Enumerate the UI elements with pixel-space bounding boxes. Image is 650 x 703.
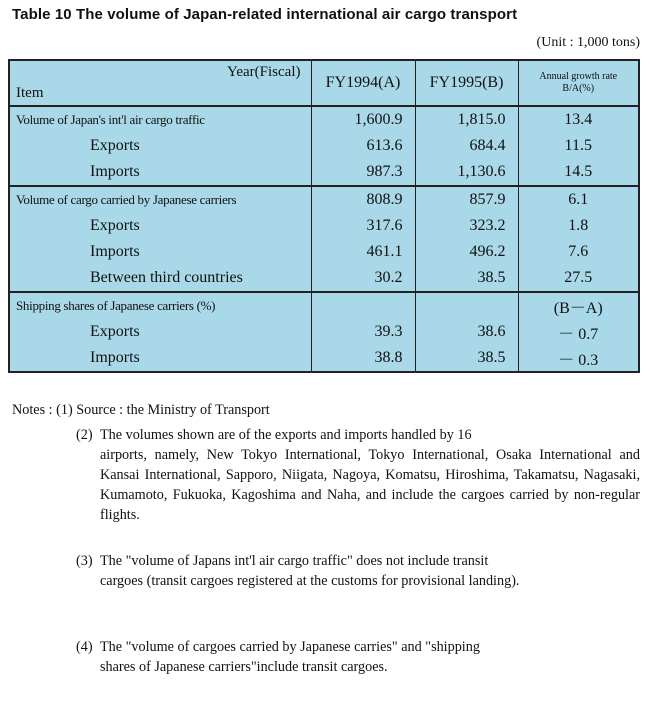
cell-fy1995: 38.5: [415, 345, 518, 372]
note-4-number: (4): [76, 639, 93, 655]
header-fy1994: FY1994(A): [311, 60, 415, 106]
cell-fy1994: 461.1: [311, 239, 415, 265]
cell-fy1994: 808.9: [311, 186, 415, 213]
table-row: [9, 265, 639, 292]
cell-growth: 27.5: [518, 265, 639, 292]
cell-growth: 1.8: [518, 213, 639, 239]
note-2-first-line: The volumes shown are of the exports and imports handled by 16: [100, 427, 472, 443]
cell-growth: 6.1: [518, 186, 639, 213]
cell-fy1995: 38.5: [415, 265, 518, 292]
cell-growth: － 0.7: [518, 319, 639, 345]
header-fy1995: FY1995(B): [415, 60, 518, 106]
row-label: Imports: [9, 345, 311, 372]
cell-fy1995: 1,130.6: [415, 159, 518, 186]
air-cargo-table: [8, 59, 640, 373]
header-item-cell: [9, 60, 311, 106]
table-row: [9, 345, 639, 372]
note-2-body: airports, namely, New Tokyo International, Tokyo International, Osaka International and Kansai International, Sapporo, Niigata, Nagoya, Komatsu, Hiroshima, Takamatsu, Nagasaki, Kumamoto, Fukuoka, Kagoshima and Naha, and include the cargoes carried by non-regular flights.: [100, 447, 640, 523]
row-label: Exports: [9, 213, 311, 239]
cell-growth: (B－A): [518, 292, 639, 319]
table-row: [9, 186, 639, 213]
note-3-body: cargoes (transit cargoes registered at the customs for provisional landing).: [100, 573, 520, 589]
cell-fy1995: 496.2: [415, 239, 518, 265]
header-growth-rate: [518, 60, 639, 106]
cell-growth: 11.5: [518, 133, 639, 159]
cell-fy1994: 613.6: [311, 133, 415, 159]
cell-fy1994: 38.8: [311, 345, 415, 372]
cell-fy1994: 317.6: [311, 213, 415, 239]
cell-growth: 7.6: [518, 239, 639, 265]
cell-fy1995: 1,815.0: [415, 106, 518, 133]
cell-growth: 14.5: [518, 159, 639, 186]
header-item-label: Item: [16, 85, 44, 101]
row-label: Exports: [9, 319, 311, 345]
table-row: [9, 159, 639, 186]
cell-fy1994: 30.2: [311, 265, 415, 292]
header-row: [9, 60, 639, 106]
cell-fy1995: 857.9: [415, 186, 518, 213]
note-4-first-line: The "volume of cargoes carried by Japanese carries" and "shipping: [100, 639, 480, 655]
unit-label: (Unit : 1,000 tons): [536, 35, 640, 50]
cell-fy1995: 323.2: [415, 213, 518, 239]
table-title: Table 10 The volume of Japan-related international air cargo transport: [12, 6, 518, 23]
cell-fy1994: 39.3: [311, 319, 415, 345]
table-row: [9, 133, 639, 159]
table-row: [9, 106, 639, 133]
row-label: Between third countries: [9, 265, 311, 292]
table-row: [9, 213, 639, 239]
row-label: Imports: [9, 159, 311, 186]
note-3-number: (3): [76, 553, 93, 569]
cell-fy1995: 684.4: [415, 133, 518, 159]
row-label: Shipping shares of Japanese carriers (%): [9, 292, 311, 319]
note-2-number: (2): [76, 427, 93, 443]
cell-fy1994: 1,600.9: [311, 106, 415, 133]
cell-fy1994: [311, 292, 415, 319]
header-growth-line2: B/A(%): [562, 83, 595, 94]
row-label: Volume of cargo carried by Japanese carriers: [9, 186, 311, 213]
row-label: Volume of Japan's int'l air cargo traffic: [9, 106, 311, 133]
header-growth-line1: Annual growth rate: [539, 71, 618, 82]
note-4-body: shares of Japanese carriers"include transit cargoes.: [100, 659, 388, 675]
row-label: Imports: [9, 239, 311, 265]
note-1: Notes : (1) Source : the Ministry of Transport: [12, 402, 270, 418]
cell-growth: 13.4: [518, 106, 639, 133]
cell-fy1994: 987.3: [311, 159, 415, 186]
header-year-label: Year(Fiscal): [227, 64, 301, 80]
cell-fy1995: 38.6: [415, 319, 518, 345]
table-row: [9, 292, 639, 319]
table-row: [9, 239, 639, 265]
cell-growth: － 0.3: [518, 345, 639, 372]
table-row: [9, 319, 639, 345]
row-label: Exports: [9, 133, 311, 159]
note-3-first-line: The "volume of Japans int'l air cargo traffic" does not include transit: [100, 553, 489, 569]
cell-fy1995: [415, 292, 518, 319]
